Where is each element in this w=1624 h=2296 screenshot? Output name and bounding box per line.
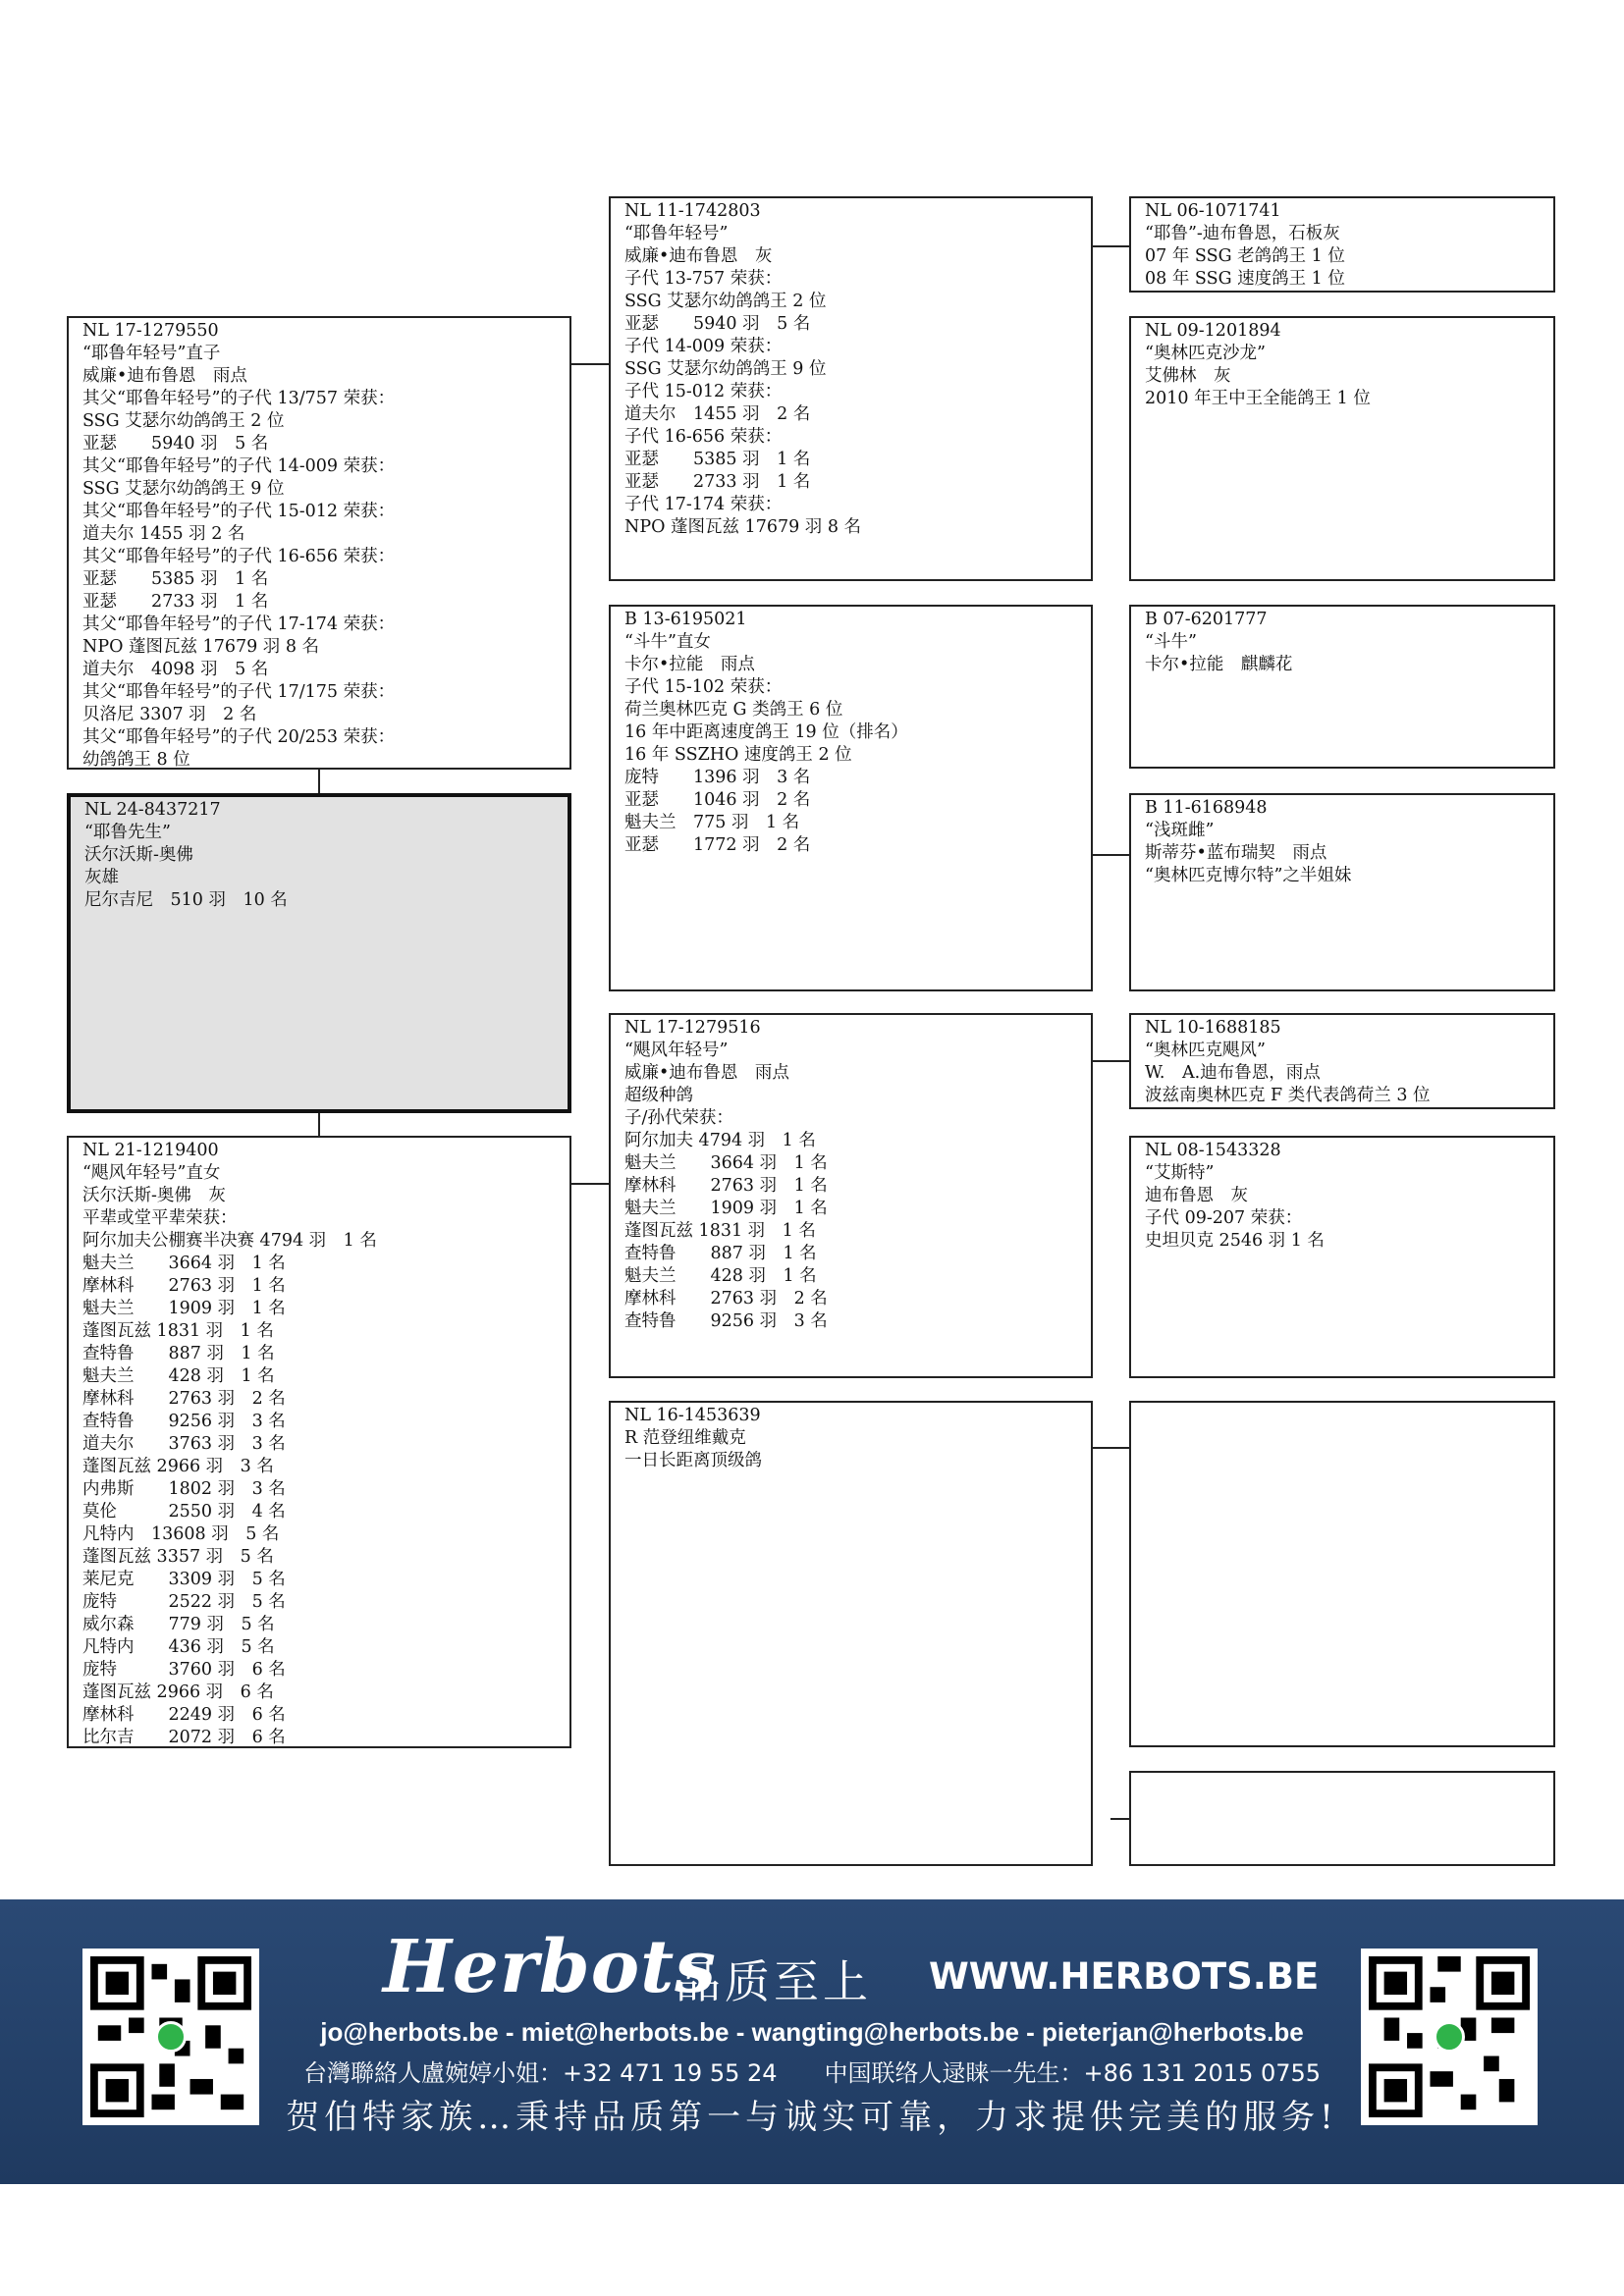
pedigree-line: 蓬图瓦兹 2966 羽 3 名 xyxy=(82,1457,274,1476)
connector xyxy=(570,1183,610,1185)
pedigree-line: 一日长距离顶级鸽 xyxy=(624,1451,762,1470)
sire-sire-sire-card xyxy=(1129,196,1555,293)
dam-dam-card xyxy=(609,1401,1093,1866)
pedigree-line: 亚瑟 5940 羽 5 名 xyxy=(624,314,811,334)
pedigree-line: “飓风年轻号”直女 xyxy=(82,1163,221,1183)
pedigree-line: “斗牛”直女 xyxy=(624,632,711,652)
pedigree-line: 魁夫兰 1909 羽 1 名 xyxy=(624,1199,828,1218)
pedigree-line: 沃尔沃斯-奥佛 灰 xyxy=(82,1186,226,1205)
pedigree-line: 16 年 SSZHO 速度鸽王 2 位 xyxy=(624,745,852,765)
pedigree-line: SSG 艾瑟尔幼鸽鸽王 2 位 xyxy=(82,411,285,431)
pedigree-line: 子代 09-207 荣获： xyxy=(1145,1208,1303,1228)
pedigree-line: 其父“耶鲁年轻号”的子代 17-174 荣获： xyxy=(82,614,396,634)
pedigree-line: R 范登纽维戴克 xyxy=(624,1428,746,1448)
pedigree-line: 内弗斯 1802 羽 3 名 xyxy=(82,1479,286,1499)
website-link[interactable]: WWW.HERBOTS.BE xyxy=(929,1955,1320,1998)
pedigree-line: 其父“耶鲁年轻号”的子代 16-656 荣获： xyxy=(82,547,396,566)
pedigree-line: 亚瑟 2733 羽 1 名 xyxy=(624,472,811,492)
pedigree-line: 子代 15-012 荣获： xyxy=(624,382,783,401)
pedigree-line: 道夫尔 4098 羽 5 名 xyxy=(82,660,269,679)
pedigree-line: 迪布鲁恩 灰 xyxy=(1145,1186,1248,1205)
pedigree-line: 超级种鸽 xyxy=(624,1086,693,1105)
ring-number: B 07-6201777 xyxy=(1145,610,1268,629)
pedigree-line: 摩林科 2249 羽 6 名 xyxy=(82,1705,286,1725)
pedigree-line: 其父“耶鲁年轻号”的子代 13/757 荣获： xyxy=(82,389,396,408)
pedigree-line: 08 年 SSG 速度鸽王 1 位 xyxy=(1145,269,1345,289)
pedigree-line: 子代 15-102 荣获： xyxy=(624,677,783,697)
pedigree-line: 贝洛尼 3307 羽 2 名 xyxy=(82,705,257,724)
connector xyxy=(1110,1818,1129,1820)
pedigree-line: “奥林匹克博尔特”之半姐妹 xyxy=(1145,866,1352,885)
pedigree-line: W. A.迪布鲁恩，雨点 xyxy=(1145,1063,1321,1083)
pedigree-line: SSG 艾瑟尔幼鸽鸽王 9 位 xyxy=(624,359,827,379)
pedigree-line: 查特鲁 9256 羽 3 名 xyxy=(82,1412,286,1431)
pedigree-line: 子代 13-757 荣获： xyxy=(624,269,783,289)
sire-card xyxy=(67,316,571,770)
pedigree-line: 摩林科 2763 羽 1 名 xyxy=(624,1176,828,1196)
ring-number: NL 11-1742803 xyxy=(624,201,761,221)
pedigree-line: 摩林科 2763 羽 2 名 xyxy=(82,1389,286,1409)
subject-card xyxy=(67,793,571,1113)
pedigree-line: 凡特内 436 羽 5 名 xyxy=(82,1637,275,1657)
pedigree-line: SSG 艾瑟尔幼鸽鸽王 9 位 xyxy=(82,479,285,499)
pedigree-line: “飓风年轻号” xyxy=(624,1041,729,1060)
pedigree-line: 查特鲁 887 羽 1 名 xyxy=(82,1344,275,1363)
pedigree-line: 比尔吉 2072 羽 6 名 xyxy=(82,1728,286,1747)
pedigree-line: 蓬图瓦兹 1831 羽 1 名 xyxy=(82,1321,274,1341)
pedigree-line: “奥林匹克飓风” xyxy=(1145,1041,1266,1060)
pedigree-line: 魁夫兰 3664 羽 1 名 xyxy=(82,1254,286,1273)
connector xyxy=(1092,1060,1129,1062)
wechat-qr-code[interactable] xyxy=(1361,1949,1538,2125)
pedigree-line: 威廉•迪布鲁恩 雨点 xyxy=(624,1063,789,1083)
pedigree-line: 子代 14-009 荣获： xyxy=(624,337,783,356)
footer-banner xyxy=(0,1899,1624,2184)
pedigree-line: 16 年中距离速度鸽王 19 位（排名） xyxy=(624,722,908,742)
ring-number: NL 21-1219400 xyxy=(82,1141,219,1160)
wechat-icon xyxy=(1434,2021,1465,2053)
pedigree-line: 庞特 3760 羽 6 名 xyxy=(82,1660,286,1680)
pedigree-line: 平辈或堂平辈荣获： xyxy=(82,1208,238,1228)
pedigree-line: 沃尔沃斯-奥佛 xyxy=(84,845,193,865)
pedigree-line: 庞特 1396 羽 3 名 xyxy=(624,768,811,787)
pedigree-line: “斗牛” xyxy=(1145,632,1197,652)
pedigree-line: 凡特内 13608 羽 5 名 xyxy=(82,1524,280,1544)
pedigree-line: 威廉•迪布鲁恩 雨点 xyxy=(82,366,247,386)
ring-number: NL 10-1688185 xyxy=(1145,1018,1281,1038)
pedigree-line: 2010 年王中王全能鸽王 1 位 xyxy=(1145,389,1371,408)
pedigree-line: 子代 16-656 荣获： xyxy=(624,427,783,447)
pedigree-line: 亚瑟 5385 羽 1 名 xyxy=(624,450,811,469)
pedigree-line: 摩林科 2763 羽 2 名 xyxy=(624,1289,828,1308)
pedigree-line: 庞特 2522 羽 5 名 xyxy=(82,1592,286,1612)
email-contacts[interactable]: jo@herbots.be - miet@herbots.be - wangting@herbots.be - pieterjan@herbots.be xyxy=(320,2017,1304,2047)
pedigree-line: 其父“耶鲁年轻号”的子代 20/253 荣获： xyxy=(82,727,396,747)
connector xyxy=(318,769,320,795)
pedigree-line: 威尔森 779 羽 5 名 xyxy=(82,1615,275,1634)
connector xyxy=(1092,1447,1129,1449)
pedigree-line: 尼尔吉尼 510 羽 10 名 xyxy=(84,890,288,910)
sire-dam-sire-card xyxy=(1129,605,1555,769)
pedigree-line: “艾斯特” xyxy=(1145,1163,1215,1183)
brand-logo: Herbots xyxy=(383,1925,717,2009)
pedigree-line: 斯蒂芬•蓝布瑞契 雨点 xyxy=(1145,843,1327,863)
pedigree-line: 幼鸽鸽王 8 位 xyxy=(82,750,190,770)
pedigree-line: 摩林科 2763 羽 1 名 xyxy=(82,1276,286,1296)
pedigree-line: “耶鲁”-迪布鲁恩，石板灰 xyxy=(1145,224,1340,243)
pedigree-line: 阿尔加夫公棚赛半决赛 4794 羽 1 名 xyxy=(82,1231,377,1251)
pedigree-line: 荷兰奥林匹克 G 类鸽王 6 位 xyxy=(624,700,843,720)
pedigree-line: 道夫尔 3763 羽 3 名 xyxy=(82,1434,286,1454)
pedigree-line: 莫伦 2550 羽 4 名 xyxy=(82,1502,286,1522)
ring-number: NL 17-1279550 xyxy=(82,321,219,341)
dam-dam-sire-card xyxy=(1129,1401,1555,1747)
pedigree-line: 查特鲁 9256 羽 3 名 xyxy=(624,1311,828,1331)
pedigree-line: 莱尼克 3309 羽 5 名 xyxy=(82,1570,286,1589)
connector xyxy=(318,1112,320,1136)
pedigree-line: 威廉•迪布鲁恩 灰 xyxy=(624,246,773,266)
dam-sire-dam-card xyxy=(1129,1136,1555,1378)
pedigree-line: 蓬图瓦兹 3357 羽 5 名 xyxy=(82,1547,274,1567)
pedigree-line: 魁夫兰 428 羽 1 名 xyxy=(624,1266,817,1286)
ring-number: NL 09-1201894 xyxy=(1145,321,1281,341)
connector xyxy=(570,363,610,365)
pedigree-line: “耶鲁年轻号” xyxy=(624,224,729,243)
pedigree-line: NPO 蓬图瓦兹 17679 羽 8 名 xyxy=(82,637,320,657)
dam-sire-card xyxy=(609,1013,1093,1378)
sire-sire-dam-card xyxy=(1129,316,1555,581)
pedigree-line: 道夫尔 1455 羽 2 名 xyxy=(624,404,811,424)
ring-number: NL 08-1543328 xyxy=(1145,1141,1281,1160)
phone-contacts: 台灣聯絡人盧婉婷小姐：+32 471 19 55 24 中国联络人逯睐一先生：+86 131 2015 0755 xyxy=(302,2059,1322,2087)
pedigree-line: “耶鲁年轻号”直子 xyxy=(82,344,221,363)
pedigree-line: 子/孙代荣获： xyxy=(624,1108,733,1128)
pedigree-line: SSG 艾瑟尔幼鸽鸽王 2 位 xyxy=(624,292,827,311)
pedigree-line: 魁夫兰 3664 羽 1 名 xyxy=(624,1153,828,1173)
connector xyxy=(1092,854,1129,856)
pedigree-line: 史坦贝克 2546 羽 1 名 xyxy=(1145,1231,1325,1251)
ring-number: B 13-6195021 xyxy=(624,610,747,629)
pedigree-line: 其父“耶鲁年轻号”的子代 17/175 荣获： xyxy=(82,682,396,702)
pedigree-line: “奥林匹克沙龙” xyxy=(1145,344,1266,363)
pedigree-line: 阿尔加夫 4794 羽 1 名 xyxy=(624,1131,816,1150)
pedigree-line: 艾佛林 灰 xyxy=(1145,366,1231,386)
pedigree-line: 魁夫兰 1909 羽 1 名 xyxy=(82,1299,286,1318)
slogan: 品质至上 xyxy=(676,1955,872,2008)
sire-sire-card xyxy=(609,196,1093,581)
pedigree-line: 魁夫兰 428 羽 1 名 xyxy=(82,1366,275,1386)
pedigree-line: 魁夫兰 775 羽 1 名 xyxy=(624,813,800,832)
pedigree-line: 卡尔•拉能 雨点 xyxy=(624,655,755,674)
dam-card xyxy=(67,1136,571,1748)
pedigree-line: 卡尔•拉能 麒麟花 xyxy=(1145,655,1293,674)
pedigree-line: 子代 17-174 荣获： xyxy=(624,495,783,514)
pedigree-line: 其父“耶鲁年轻号”的子代 15-012 荣获： xyxy=(82,502,396,521)
pedigree-line: NPO 蓬图瓦兹 17679 羽 8 名 xyxy=(624,517,862,537)
pedigree-line: 亚瑟 2733 羽 1 名 xyxy=(82,592,269,612)
ring-number: NL 16-1453639 xyxy=(624,1406,761,1425)
pedigree-line: 其父“耶鲁年轻号”的子代 14-009 荣获： xyxy=(82,456,396,476)
pedigree-line: 亚瑟 1772 羽 2 名 xyxy=(624,835,811,855)
ring-number: NL 06-1071741 xyxy=(1145,201,1281,221)
sire-dam-dam-card xyxy=(1129,793,1555,991)
dam-dam-dam-card xyxy=(1129,1771,1555,1866)
ring-number: NL 24-8437217 xyxy=(84,800,221,820)
ring-number: NL 17-1279516 xyxy=(624,1018,761,1038)
pedigree-line: 道夫尔 1455 羽 2 名 xyxy=(82,524,245,544)
pedigree-line: 07 年 SSG 老鸽鸽王 1 位 xyxy=(1145,246,1345,266)
ring-number: B 11-6168948 xyxy=(1145,798,1268,818)
pedigree-line: 灰雄 xyxy=(84,868,119,887)
pedigree-line: 亚瑟 1046 羽 2 名 xyxy=(624,790,811,810)
pedigree-line: “浅斑雌” xyxy=(1145,821,1215,840)
pedigree-line: 波兹南奥林匹克 F 类代表鸽荷兰 3 位 xyxy=(1145,1086,1431,1105)
pedigree-line: 蓬图瓦兹 2966 羽 6 名 xyxy=(82,1682,274,1702)
tagline: 贺伯特家族…秉持品质第一与诚实可靠，力求提供完美的服务! xyxy=(286,2098,1338,2137)
pedigree-line: 亚瑟 5940 羽 5 名 xyxy=(82,434,269,454)
pedigree-line: “耶鲁先生” xyxy=(84,823,171,842)
pedigree-line: 亚瑟 5385 羽 1 名 xyxy=(82,569,269,589)
dam-sire-sire-card xyxy=(1129,1013,1555,1109)
pedigree-line: 查特鲁 887 羽 1 名 xyxy=(624,1244,817,1263)
pedigree-line: 蓬图瓦兹 1831 羽 1 名 xyxy=(624,1221,816,1241)
sire-dam-card xyxy=(609,605,1093,991)
connector xyxy=(1092,245,1129,247)
